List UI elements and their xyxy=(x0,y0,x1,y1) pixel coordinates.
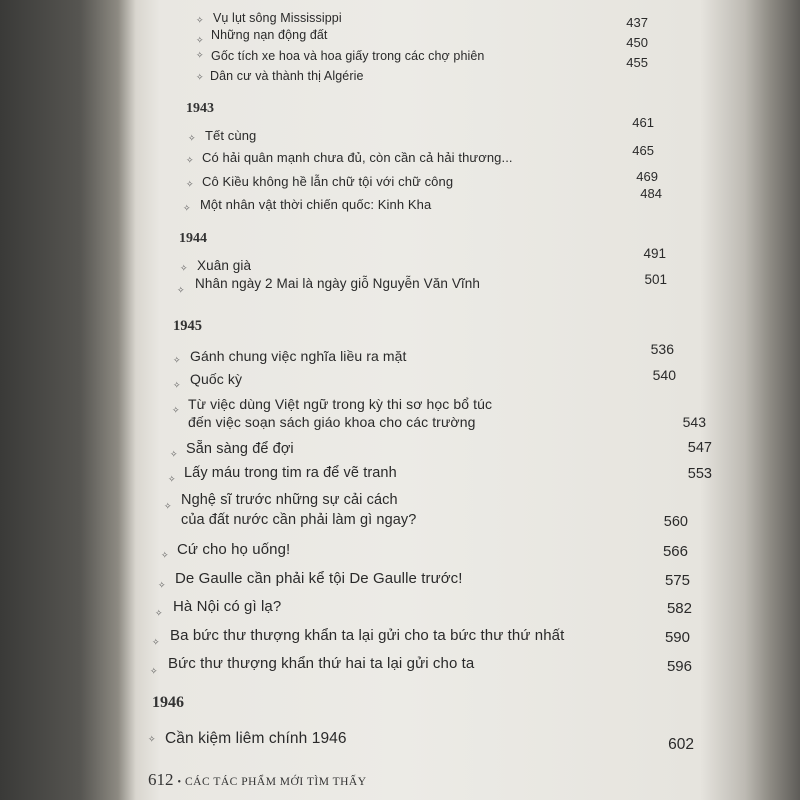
entry-page: 575 xyxy=(664,572,690,589)
entry-title: Gánh chung việc nghĩa liều ra mặt xyxy=(190,348,407,364)
diamond-bullet-icon: ✧ xyxy=(150,666,158,676)
entry-title: Lấy máu trong tim ra để vẽ tranh xyxy=(184,465,397,481)
diamond-bullet-icon: ✧ xyxy=(161,550,169,560)
entry-title-continuation: của đất nước cần phải làm gì ngay? xyxy=(181,512,417,528)
year-heading: 1945 xyxy=(173,318,202,334)
entry-title-continuation: đến việc soạn sách giáo khoa cho các trường xyxy=(188,414,476,430)
diamond-bullet-icon: ✧ xyxy=(172,405,180,415)
page-footer xyxy=(148,770,367,790)
diamond-bullet-icon: ✧ xyxy=(168,474,176,484)
entry-title: Nhân ngày 2 Mai là ngày giỗ Nguyễn Văn Vĩnh xyxy=(195,276,480,291)
year-heading: 1943 xyxy=(186,101,214,116)
toc-entry xyxy=(0,655,800,695)
diamond-bullet-icon: ✧ xyxy=(164,501,172,511)
diamond-bullet-icon: ✧ xyxy=(177,285,185,295)
diamond-bullet-icon: ✧ xyxy=(183,203,191,213)
entry-title: Xuân già xyxy=(197,258,252,273)
entry-page: 547 xyxy=(687,440,712,456)
entry-title: Tết cùng xyxy=(205,128,257,143)
entry-page: 540 xyxy=(652,367,676,383)
entry-page: 491 xyxy=(643,246,666,261)
year-heading: 1946 xyxy=(152,694,184,711)
entry-page: 469 xyxy=(636,169,658,184)
entry-title: Dân cư và thành thị Algérie xyxy=(210,69,364,83)
diamond-bullet-icon: ✧ xyxy=(196,15,204,25)
entry-page: 455 xyxy=(626,55,648,70)
entry-title: Từ việc dùng Việt ngữ trong kỳ thi sơ học bổ túc xyxy=(188,396,493,412)
entry-title: Vụ lụt sông Mississippi xyxy=(213,11,342,25)
entry-page: 536 xyxy=(650,341,674,357)
footer-separator: • xyxy=(177,777,182,788)
entry-page: 566 xyxy=(662,543,688,560)
diamond-bullet-icon: ✧ xyxy=(180,263,188,273)
entry-title: Gốc tích xe hoa và hoa giấy trong các chợ phiên xyxy=(211,49,485,63)
diamond-bullet-icon: ✧ xyxy=(186,155,194,165)
diamond-bullet-icon: ✧ xyxy=(196,35,204,45)
diamond-bullet-icon: ✧ xyxy=(173,380,181,390)
entry-page: 582 xyxy=(666,600,692,617)
entry-page: 596 xyxy=(666,658,692,675)
entry-page: 501 xyxy=(644,272,667,287)
year-heading: 1944 xyxy=(179,231,207,246)
diamond-bullet-icon: ✧ xyxy=(158,580,166,590)
entry-page: 560 xyxy=(663,514,688,530)
footer-book-title: CÁC TÁC PHẨM MỚI TÌM THẤY xyxy=(185,776,367,788)
entry-page: 543 xyxy=(682,414,706,430)
entry-title: Sẵn sàng để đợi xyxy=(186,441,294,457)
entry-page: 602 xyxy=(668,736,694,753)
entry-title: Có hải quân mạnh chưa đủ, còn cần cả hải thương... xyxy=(202,150,513,165)
entry-page: 437 xyxy=(626,15,648,30)
diamond-bullet-icon: ✧ xyxy=(173,355,181,365)
entry-title: Nghệ sĩ trước những sự cải cách xyxy=(181,492,398,508)
diamond-bullet-icon: ✧ xyxy=(186,179,194,189)
entry-page: 484 xyxy=(640,186,662,201)
entry-title: Một nhân vật thời chiến quốc: Kinh Kha xyxy=(200,197,432,212)
diamond-bullet-icon: ✧ xyxy=(188,133,196,143)
entry-page: 461 xyxy=(632,115,654,130)
entry-title: Cô Kiều không hề lẫn chữ tội với chữ công xyxy=(202,174,454,189)
entry-title: Hà Nội có gì lạ? xyxy=(173,598,282,615)
entry-title: Ba bức thư thượng khẩn ta lại gửi cho ta bức thư thứ nhất xyxy=(170,627,565,644)
diamond-bullet-icon: ✧ xyxy=(196,50,204,60)
diamond-bullet-icon: ✧ xyxy=(152,637,160,647)
entry-title: Quốc kỳ xyxy=(190,371,243,387)
toc-entry xyxy=(0,184,800,224)
diamond-bullet-icon: ✧ xyxy=(155,608,163,618)
entry-title: Cứ cho họ uống! xyxy=(177,541,291,558)
diamond-bullet-icon: ✧ xyxy=(170,449,178,459)
toc-entry xyxy=(0,272,800,312)
entry-page: 590 xyxy=(664,629,690,646)
diamond-bullet-icon: ✧ xyxy=(148,734,156,744)
footer-page-number: 612 xyxy=(148,770,174,789)
entry-title: Những nạn động đất xyxy=(211,28,328,42)
toc-entry xyxy=(0,392,800,442)
entry-page: 450 xyxy=(626,35,648,50)
toc-entry xyxy=(0,490,800,540)
entry-page: 553 xyxy=(687,466,712,482)
entry-title: Bức thư thượng khẩn thứ hai ta lại gửi cho ta xyxy=(168,655,475,672)
toc-entry xyxy=(0,728,800,768)
entry-title: Cần kiệm liêm chính 1946 xyxy=(165,730,347,747)
entry-page: 465 xyxy=(632,143,654,158)
entry-title: De Gaulle cần phải kể tội De Gaulle trước! xyxy=(175,570,463,587)
diamond-bullet-icon: ✧ xyxy=(196,72,204,82)
